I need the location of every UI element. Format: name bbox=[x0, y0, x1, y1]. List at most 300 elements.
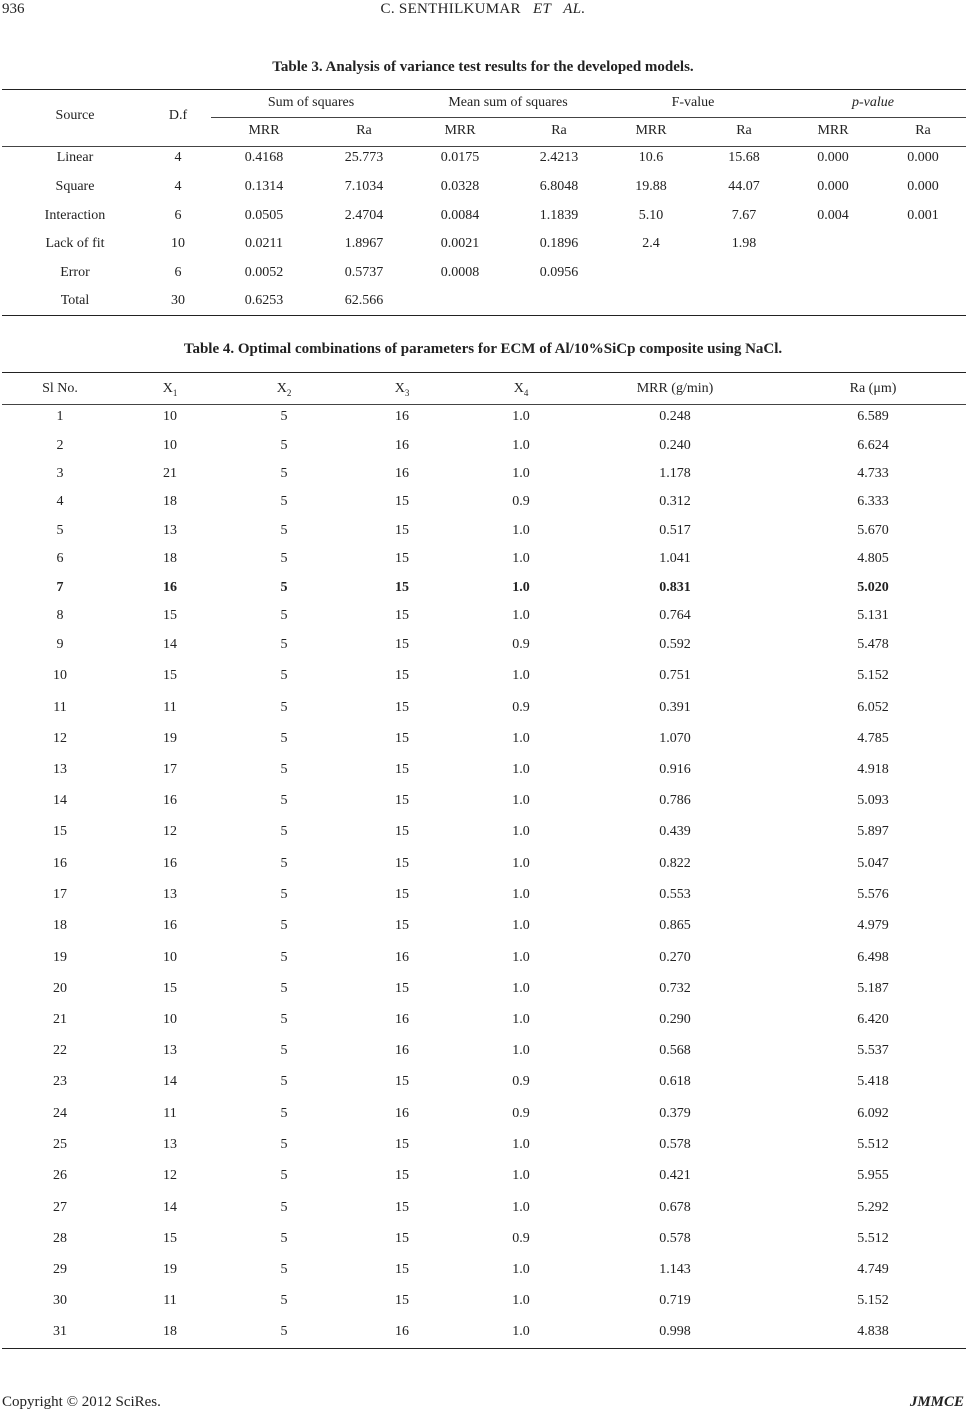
table4-cell-x3: 16 bbox=[395, 950, 409, 965]
table4-cell-ra: 5.478 bbox=[857, 637, 889, 652]
table3-cell-ss-ra: 62.566 bbox=[344, 293, 384, 308]
table4-cell-mrr: 0.732 bbox=[659, 981, 691, 996]
table4-cell-x3: 15 bbox=[395, 1168, 409, 1183]
table4-cell-x3: 15 bbox=[395, 824, 409, 839]
table3-cell-p-mrr: 0.004 bbox=[817, 208, 849, 223]
table4-cell-sl: 2 bbox=[56, 438, 64, 453]
table4-header-x3 bbox=[362, 381, 442, 398]
table4-cell-x2: 5 bbox=[280, 1043, 288, 1058]
table4-cell-x1: 17 bbox=[163, 762, 177, 777]
table4-cell-ra: 5.897 bbox=[857, 824, 889, 839]
table3-cell-ss-ra: 25.773 bbox=[344, 150, 384, 165]
table4-cell-x2: 5 bbox=[280, 1168, 288, 1183]
table4-cell-x1: 13 bbox=[163, 1137, 177, 1152]
footer-journal: JMMCE bbox=[909, 1394, 964, 1410]
table4-cell-x4: 1.0 bbox=[512, 1293, 530, 1308]
table3-cell-p-ra: 0.000 bbox=[907, 179, 939, 194]
table4-cell-x4: 1.0 bbox=[512, 1200, 530, 1215]
table4-cell-x1: 16 bbox=[163, 856, 177, 871]
table4-cell-x2: 5 bbox=[280, 466, 288, 481]
table4-cell-x2: 5 bbox=[280, 580, 288, 595]
table4-cell-mrr: 0.290 bbox=[659, 1012, 691, 1027]
table4-cell-ra: 4.838 bbox=[857, 1324, 889, 1339]
table3-cell-ss-mrr: 0.0211 bbox=[245, 236, 283, 251]
table4-cell-x4: 1.0 bbox=[512, 981, 530, 996]
table4-cell-x4: 1.0 bbox=[512, 409, 530, 424]
table4-cell-ra: 5.131 bbox=[857, 608, 889, 623]
table3-cell-p-mrr: 0.000 bbox=[817, 150, 849, 165]
table4-cell-x2: 5 bbox=[280, 409, 288, 424]
table4-header-x4-sub: 4 bbox=[523, 387, 529, 398]
table3-subheader-ms-ra: Ra bbox=[551, 123, 567, 138]
table3-header-bottom-rule bbox=[2, 146, 966, 147]
table4-cell-mrr: 0.916 bbox=[659, 762, 691, 777]
table4-cell-mrr: 1.041 bbox=[659, 551, 691, 566]
table4-cell-x3: 15 bbox=[395, 731, 409, 746]
table4-cell-x4: 0.9 bbox=[512, 637, 530, 652]
table4-cell-x3: 15 bbox=[395, 580, 409, 595]
table3-cell-f-ra: 44.07 bbox=[728, 179, 760, 194]
table4-cell-mrr: 1.070 bbox=[659, 731, 691, 746]
table3-cell-p-mrr: 0.000 bbox=[817, 179, 849, 194]
table3-cell-source: Total bbox=[60, 293, 90, 308]
table4-cell-ra: 4.749 bbox=[857, 1262, 889, 1277]
table4-cell-x2: 5 bbox=[280, 438, 288, 453]
table3-bottom-rule bbox=[2, 315, 966, 316]
table3-group-p-value-text: p-value bbox=[852, 95, 894, 110]
table4-cell-x4: 1.0 bbox=[512, 608, 530, 623]
table4-cell-x1: 15 bbox=[163, 981, 177, 996]
table3-cell-source: Linear bbox=[56, 150, 94, 165]
table4-cell-x1: 10 bbox=[163, 438, 177, 453]
table4-cell-ra: 5.670 bbox=[857, 523, 889, 538]
table4-cell-x2: 5 bbox=[280, 918, 288, 933]
table3-cell-ms-mrr: 0.0021 bbox=[440, 236, 480, 251]
table3-cell-ms-mrr: 0.0084 bbox=[440, 208, 480, 223]
table4-cell-x2: 5 bbox=[280, 494, 288, 509]
table3-cell-f-mrr: 19.88 bbox=[635, 179, 667, 194]
table3-cell-ss-ra: 7.1034 bbox=[344, 179, 384, 194]
table4-cell-mrr: 0.240 bbox=[659, 438, 691, 453]
table3-group-f-value: F-value bbox=[671, 95, 715, 110]
table4-cell-x2: 5 bbox=[280, 981, 288, 996]
table3-subheader-ss-ra: Ra bbox=[356, 123, 372, 138]
table4-cell-sl: 13 bbox=[53, 762, 67, 777]
table3-cell-ms-ra: 0.0956 bbox=[539, 265, 579, 280]
table4-cell-x4: 1.0 bbox=[512, 731, 530, 746]
table4-cell-x1: 19 bbox=[163, 1262, 177, 1277]
table4-cell-x2: 5 bbox=[280, 551, 288, 566]
table4-cell-mrr: 0.568 bbox=[659, 1043, 691, 1058]
table4-cell-x3: 15 bbox=[395, 523, 409, 538]
table4-cell-mrr: 0.517 bbox=[659, 523, 691, 538]
table4-cell-x4: 1.0 bbox=[512, 793, 530, 808]
table3-cell-df: 6 bbox=[174, 208, 182, 223]
table4-cell-x3: 15 bbox=[395, 1074, 409, 1089]
table4-cell-ra: 6.052 bbox=[857, 700, 889, 715]
table4-cell-sl: 25 bbox=[53, 1137, 67, 1152]
table3-cell-df: 4 bbox=[174, 179, 182, 194]
table4-cell-sl: 18 bbox=[53, 918, 67, 933]
table4-cell-x2: 5 bbox=[280, 1262, 288, 1277]
table4-cell-sl: 14 bbox=[53, 793, 67, 808]
table4-cell-ra: 5.020 bbox=[857, 580, 889, 595]
table3-subheader-ss-mrr: MRR bbox=[248, 123, 280, 138]
table4-cell-x2: 5 bbox=[280, 1293, 288, 1308]
table3-header-df: D.f bbox=[168, 108, 188, 123]
table4-cell-mrr: 0.764 bbox=[659, 608, 691, 623]
table4-cell-x3: 16 bbox=[395, 1324, 409, 1339]
table4-cell-sl: 29 bbox=[53, 1262, 67, 1277]
table4-cell-ra: 6.333 bbox=[857, 494, 889, 509]
table4-cell-ra: 6.420 bbox=[857, 1012, 889, 1027]
table4-cell-x1: 18 bbox=[163, 494, 177, 509]
table4-cell-x1: 10 bbox=[163, 1012, 177, 1027]
table3-cell-source: Square bbox=[55, 179, 95, 194]
running-header bbox=[0, 1, 966, 18]
table3-cell-source: Lack of fit bbox=[45, 236, 105, 251]
table4-cell-x2: 5 bbox=[280, 887, 288, 902]
table3-group-mean-sum-of-squares: Mean sum of squares bbox=[448, 95, 568, 110]
table4-cell-sl: 3 bbox=[56, 466, 64, 481]
table4-cell-ra: 4.979 bbox=[857, 918, 889, 933]
table4-cell-ra: 6.092 bbox=[857, 1106, 889, 1121]
page-number: 936 bbox=[2, 1, 25, 17]
table3-cell-f-ra: 15.68 bbox=[728, 150, 760, 165]
table4-header-sl: Sl No. bbox=[42, 381, 78, 396]
table4-cell-sl: 24 bbox=[53, 1106, 67, 1121]
table4-cell-x3: 15 bbox=[395, 856, 409, 871]
table4-cell-ra: 6.589 bbox=[857, 409, 889, 424]
table4-cell-x1: 13 bbox=[163, 887, 177, 902]
table4-cell-x2: 5 bbox=[280, 1074, 288, 1089]
running-header-etal-2: AL. bbox=[563, 1, 586, 17]
table4-cell-sl: 17 bbox=[53, 887, 67, 902]
table3-cell-source: Interaction bbox=[44, 208, 106, 223]
table3-cell-ms-mrr: 0.0175 bbox=[440, 150, 480, 165]
table4-cell-x1: 11 bbox=[163, 700, 177, 715]
table3-cell-df: 10 bbox=[171, 236, 185, 251]
table4-cell-x1: 15 bbox=[163, 1231, 177, 1246]
table4-cell-x2: 5 bbox=[280, 608, 288, 623]
table4-cell-x3: 16 bbox=[395, 409, 409, 424]
table4-cell-sl: 6 bbox=[56, 551, 64, 566]
table4-cell-mrr: 0.553 bbox=[659, 887, 691, 902]
table4-cell-sl: 11 bbox=[53, 700, 67, 715]
table4-cell-ra: 5.292 bbox=[857, 1200, 889, 1215]
table4-cell-x4: 1.0 bbox=[512, 1043, 530, 1058]
table3-group-p-value bbox=[778, 95, 966, 111]
table4-header-x4 bbox=[481, 381, 561, 398]
table4-cell-sl: 31 bbox=[53, 1324, 67, 1339]
table4-cell-x1: 16 bbox=[163, 793, 177, 808]
table4-cell-mrr: 0.786 bbox=[659, 793, 691, 808]
table4-cell-x1: 10 bbox=[163, 950, 177, 965]
table4-cell-x3: 16 bbox=[395, 438, 409, 453]
table4-cell-x4: 0.9 bbox=[512, 1106, 530, 1121]
table4-cell-x2: 5 bbox=[280, 700, 288, 715]
table3-cell-ss-ra: 1.8967 bbox=[344, 236, 384, 251]
table4-cell-x4: 1.0 bbox=[512, 551, 530, 566]
table4-cell-ra: 5.576 bbox=[857, 887, 889, 902]
table3-cell-f-ra: 7.67 bbox=[731, 208, 757, 223]
table4-header-x2-letter: X bbox=[276, 381, 287, 396]
table4-cell-x1: 21 bbox=[163, 466, 177, 481]
table4-cell-x2: 5 bbox=[280, 1106, 288, 1121]
table4-cell-x3: 15 bbox=[395, 918, 409, 933]
table4-cell-ra: 4.805 bbox=[857, 551, 889, 566]
table4-cell-mrr: 0.751 bbox=[659, 668, 691, 683]
table4-cell-sl: 4 bbox=[56, 494, 64, 509]
table4-cell-x3: 15 bbox=[395, 1293, 409, 1308]
table4-cell-ra: 6.498 bbox=[857, 950, 889, 965]
table4-cell-x4: 1.0 bbox=[512, 824, 530, 839]
table4-cell-x3: 15 bbox=[395, 608, 409, 623]
table4-cell-mrr: 0.998 bbox=[659, 1324, 691, 1339]
table3-cell-ss-mrr: 0.0505 bbox=[244, 208, 284, 223]
table4-cell-mrr: 0.822 bbox=[659, 856, 691, 871]
table4-cell-x3: 16 bbox=[395, 1106, 409, 1121]
table4-cell-sl: 15 bbox=[53, 824, 67, 839]
table4-cell-ra: 5.152 bbox=[857, 668, 889, 683]
table4-cell-mrr: 0.439 bbox=[659, 824, 691, 839]
table4-cell-x3: 15 bbox=[395, 668, 409, 683]
table4-cell-sl: 10 bbox=[53, 668, 67, 683]
table4-cell-sl: 28 bbox=[53, 1231, 67, 1246]
table3-cell-ms-ra: 1.1839 bbox=[539, 208, 579, 223]
table4-cell-mrr: 0.831 bbox=[659, 580, 691, 595]
table4-cell-x4: 1.0 bbox=[512, 856, 530, 871]
table4-cell-x4: 1.0 bbox=[512, 1137, 530, 1152]
table4-cell-x2: 5 bbox=[280, 668, 288, 683]
table3-cell-ss-mrr: 0.1314 bbox=[244, 179, 284, 194]
table4-caption: Table 4. Optimal combinations of parameters for ECM of Al/10%SiCp composite using NaCl. bbox=[183, 341, 783, 357]
table4-cell-sl: 26 bbox=[53, 1168, 67, 1183]
table4-cell-x1: 14 bbox=[163, 1074, 177, 1089]
table4-cell-x4: 1.0 bbox=[512, 523, 530, 538]
table4-cell-x4: 0.9 bbox=[512, 1231, 530, 1246]
table4-cell-x3: 15 bbox=[395, 551, 409, 566]
table4-cell-x2: 5 bbox=[280, 1200, 288, 1215]
table4-cell-x3: 15 bbox=[395, 1231, 409, 1246]
table4-cell-ra: 4.733 bbox=[857, 466, 889, 481]
footer-copyright: Copyright © 2012 SciRes. bbox=[2, 1394, 161, 1410]
table4-cell-mrr: 0.578 bbox=[659, 1231, 691, 1246]
table3-subheader-f-ra: Ra bbox=[736, 123, 752, 138]
table4-cell-x1: 16 bbox=[163, 580, 177, 595]
table3-cell-df: 4 bbox=[174, 150, 182, 165]
table4-cell-mrr: 0.391 bbox=[659, 700, 691, 715]
table4-cell-sl: 23 bbox=[53, 1074, 67, 1089]
table4-header-x1 bbox=[130, 381, 210, 398]
table4-cell-mrr: 0.618 bbox=[659, 1074, 691, 1089]
table4-bottom-rule bbox=[2, 1348, 966, 1349]
table3-cell-f-mrr: 10.6 bbox=[638, 150, 664, 165]
table3-cell-f-mrr: 5.10 bbox=[638, 208, 664, 223]
table4-header-x3-letter: X bbox=[394, 381, 405, 396]
table3-cell-p-ra: 0.000 bbox=[907, 150, 939, 165]
table4-cell-x2: 5 bbox=[280, 950, 288, 965]
table4-cell-x3: 15 bbox=[395, 762, 409, 777]
table4-cell-sl: 12 bbox=[53, 731, 67, 746]
table3-cell-ss-ra: 2.4704 bbox=[344, 208, 384, 223]
table4-cell-x3: 16 bbox=[395, 1043, 409, 1058]
table4-cell-x4: 1.0 bbox=[512, 950, 530, 965]
table4-cell-x1: 15 bbox=[163, 668, 177, 683]
table3-group-sum-of-squares: Sum of squares bbox=[267, 95, 355, 110]
table4-cell-ra: 5.152 bbox=[857, 1293, 889, 1308]
table3-caption: Table 3. Analysis of variance test results for the developed models. bbox=[272, 59, 694, 75]
table4-cell-x3: 15 bbox=[395, 1200, 409, 1215]
table4-header-ra: Ra (μm) bbox=[849, 381, 897, 396]
table4-cell-x4: 1.0 bbox=[512, 918, 530, 933]
table4-cell-x2: 5 bbox=[280, 523, 288, 538]
table4-cell-x1: 12 bbox=[163, 824, 177, 839]
table3-cell-f-ra: 1.98 bbox=[731, 236, 757, 251]
table4-cell-mrr: 0.270 bbox=[659, 950, 691, 965]
table3-cell-ss-mrr: 0.0052 bbox=[244, 265, 284, 280]
table4-cell-sl: 5 bbox=[56, 523, 64, 538]
table4-cell-x4: 1.0 bbox=[512, 887, 530, 902]
table4-cell-x1: 12 bbox=[163, 1168, 177, 1183]
table4-cell-mrr: 0.678 bbox=[659, 1200, 691, 1215]
table4-header-bottom-rule bbox=[2, 404, 966, 405]
table4-cell-x2: 5 bbox=[280, 1324, 288, 1339]
table4-cell-ra: 5.512 bbox=[857, 1231, 889, 1246]
table4-cell-x3: 15 bbox=[395, 494, 409, 509]
table4-cell-x3: 15 bbox=[395, 793, 409, 808]
table4-cell-ra: 5.418 bbox=[857, 1074, 889, 1089]
table4-cell-x3: 15 bbox=[395, 981, 409, 996]
table3-group-rule bbox=[211, 117, 966, 118]
table4-header-x3-sub: 3 bbox=[404, 387, 410, 398]
table4-cell-x3: 16 bbox=[395, 1012, 409, 1027]
table3-cell-source: Error bbox=[60, 265, 90, 280]
table4-cell-ra: 5.537 bbox=[857, 1043, 889, 1058]
table4-cell-x1: 14 bbox=[163, 637, 177, 652]
table4-cell-x3: 15 bbox=[395, 637, 409, 652]
running-header-author: C. SENTHILKUMAR bbox=[380, 1, 521, 17]
table4-cell-sl: 1 bbox=[56, 409, 64, 424]
table4-cell-x1: 14 bbox=[163, 1200, 177, 1215]
table4-cell-x4: 1.0 bbox=[512, 466, 530, 481]
table4-cell-sl: 20 bbox=[53, 981, 67, 996]
table4-cell-mrr: 0.248 bbox=[659, 409, 691, 424]
table4-cell-ra: 5.955 bbox=[857, 1168, 889, 1183]
table4-cell-x2: 5 bbox=[280, 731, 288, 746]
table3-cell-ms-mrr: 0.0008 bbox=[440, 265, 480, 280]
table4-cell-mrr: 0.865 bbox=[659, 918, 691, 933]
table4-cell-ra: 4.918 bbox=[857, 762, 889, 777]
table4-cell-mrr: 0.719 bbox=[659, 1293, 691, 1308]
table4-cell-sl: 19 bbox=[53, 950, 67, 965]
table4-cell-ra: 5.047 bbox=[857, 856, 889, 871]
table4-cell-x1: 11 bbox=[163, 1293, 177, 1308]
table4-cell-sl: 9 bbox=[56, 637, 64, 652]
table4-cell-mrr: 0.421 bbox=[659, 1168, 691, 1183]
table4-cell-x1: 18 bbox=[163, 551, 177, 566]
table4-cell-ra: 6.624 bbox=[857, 438, 889, 453]
table4-cell-x2: 5 bbox=[280, 824, 288, 839]
table4-cell-x4: 1.0 bbox=[512, 762, 530, 777]
table4-cell-sl: 16 bbox=[53, 856, 67, 871]
table4-header-x1-sub: 1 bbox=[172, 387, 178, 398]
table4-cell-sl: 22 bbox=[53, 1043, 67, 1058]
table4-cell-x2: 5 bbox=[280, 793, 288, 808]
table4-cell-ra: 5.187 bbox=[857, 981, 889, 996]
table4-cell-mrr: 0.578 bbox=[659, 1137, 691, 1152]
table4-cell-mrr: 0.379 bbox=[659, 1106, 691, 1121]
table4-cell-x1: 16 bbox=[163, 918, 177, 933]
table4-cell-x3: 16 bbox=[395, 466, 409, 481]
table3-subheader-f-mrr: MRR bbox=[635, 123, 667, 138]
table3-subheader-p-ra: Ra bbox=[915, 123, 931, 138]
table4-cell-x1: 13 bbox=[163, 523, 177, 538]
table4-cell-x2: 5 bbox=[280, 1137, 288, 1152]
table4-cell-x1: 18 bbox=[163, 1324, 177, 1339]
table4-cell-x4: 1.0 bbox=[512, 438, 530, 453]
table3-header-source: Source bbox=[55, 108, 95, 123]
table4-cell-x4: 0.9 bbox=[512, 700, 530, 715]
table4-cell-ra: 5.093 bbox=[857, 793, 889, 808]
table3-cell-ss-mrr: 0.6253 bbox=[244, 293, 284, 308]
table4-cell-x4: 1.0 bbox=[512, 1168, 530, 1183]
table3-top-rule bbox=[2, 89, 966, 90]
table4-cell-x1: 13 bbox=[163, 1043, 177, 1058]
table4-cell-mrr: 1.178 bbox=[659, 466, 691, 481]
running-header-etal-1: ET bbox=[533, 1, 552, 17]
table3-cell-df: 30 bbox=[171, 293, 185, 308]
table3-cell-df: 6 bbox=[174, 265, 182, 280]
table4-header-x1-letter: X bbox=[162, 381, 173, 396]
table3-cell-ms-ra: 0.1896 bbox=[539, 236, 579, 251]
table4-cell-x4: 1.0 bbox=[512, 1262, 530, 1277]
table4-cell-x3: 15 bbox=[395, 700, 409, 715]
table4-cell-x3: 15 bbox=[395, 1137, 409, 1152]
table4-cell-x2: 5 bbox=[280, 1012, 288, 1027]
table3-cell-ms-mrr: 0.0328 bbox=[440, 179, 480, 194]
table4-cell-x2: 5 bbox=[280, 762, 288, 777]
table3-cell-ms-ra: 6.8048 bbox=[539, 179, 579, 194]
table4-cell-sl: 8 bbox=[56, 608, 64, 623]
table4-cell-x4: 0.9 bbox=[512, 1074, 530, 1089]
table4-header-mrr: MRR (g/min) bbox=[636, 381, 714, 396]
table4-cell-x4: 1.0 bbox=[512, 668, 530, 683]
table4-cell-x2: 5 bbox=[280, 1231, 288, 1246]
table4-cell-sl: 21 bbox=[53, 1012, 67, 1027]
table4-cell-x1: 11 bbox=[163, 1106, 177, 1121]
table4-cell-x2: 5 bbox=[280, 856, 288, 871]
table4-cell-x4: 1.0 bbox=[512, 580, 530, 595]
table4-header-x2 bbox=[244, 381, 324, 398]
table4-cell-mrr: 0.312 bbox=[659, 494, 691, 509]
table4-cell-x4: 0.9 bbox=[512, 494, 530, 509]
table4-header-x2-sub: 2 bbox=[286, 387, 292, 398]
table4-cell-x1: 10 bbox=[163, 409, 177, 424]
table4-cell-x2: 5 bbox=[280, 637, 288, 652]
table4-header-x4-letter: X bbox=[513, 381, 524, 396]
table4-cell-x3: 15 bbox=[395, 887, 409, 902]
table4-cell-x3: 15 bbox=[395, 1262, 409, 1277]
table3-subheader-p-mrr: MRR bbox=[817, 123, 849, 138]
table4-top-rule bbox=[2, 372, 966, 373]
table3-cell-ss-mrr: 0.4168 bbox=[244, 150, 284, 165]
table4-cell-sl: 7 bbox=[56, 580, 64, 595]
table4-cell-x1: 19 bbox=[163, 731, 177, 746]
table4-cell-mrr: 0.592 bbox=[659, 637, 691, 652]
table3-subheader-ms-mrr: MRR bbox=[444, 123, 476, 138]
table4-cell-ra: 4.785 bbox=[857, 731, 889, 746]
